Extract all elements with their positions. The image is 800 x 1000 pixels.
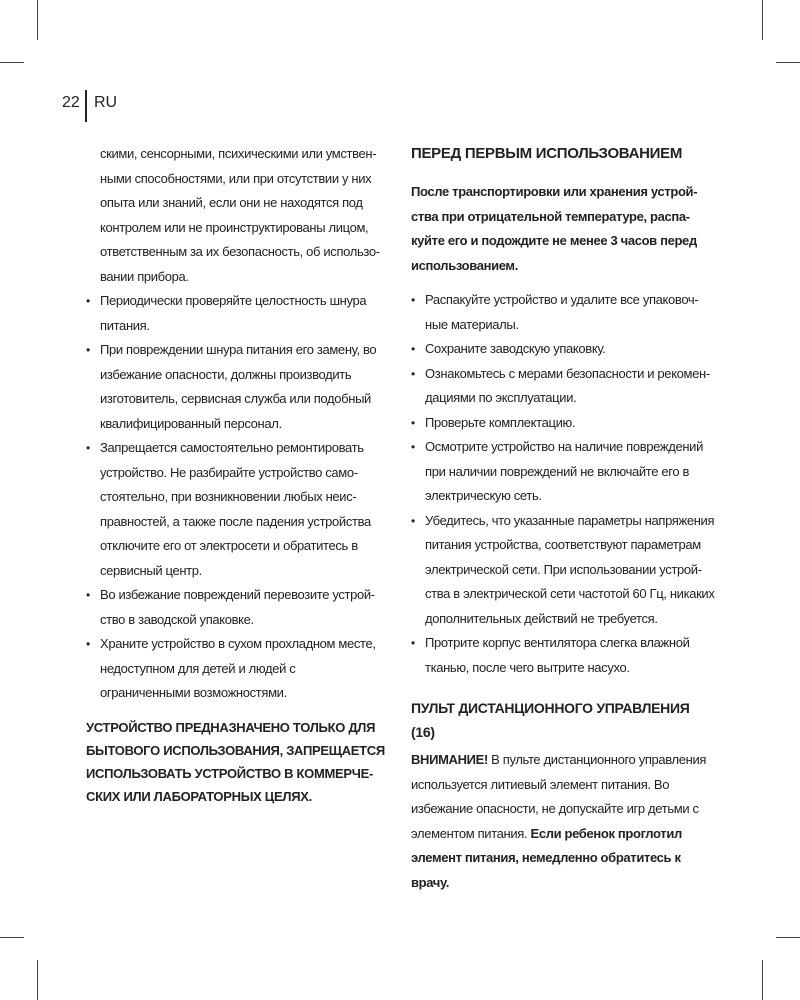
list-item: • Сохраните заводскую упаковку. [411, 337, 716, 362]
list-item: • При повреждении шнура питания его замену, во избежание опасности, должны производить изготовитель, сервисная служба или подобный квалифицированный персонал. [86, 338, 388, 436]
crop-mark [37, 960, 38, 1000]
crop-mark [776, 62, 800, 63]
remote-control-text: В пульте дистанционного управления используется литиевый элемент питания. Во избежание опасности, не допускайте игр детьми с элементом питания. [411, 752, 707, 841]
list-item: • Ознакомьтесь с мерами безопасности и рекомендациями по эксплуатации. [411, 362, 716, 411]
list-item: • Периодически проверяйте целостность шнура питания. [86, 289, 388, 338]
list-item: • Протрите корпус вентилятора слегка влажной тканью, после чего вытрите насухо. [411, 631, 716, 680]
crop-mark [762, 960, 763, 1000]
list-item: • Запрещается самостоятельно ремонтировать устройство. Не разбирайте устройство самостоятельно, при возникновении любых неисправностей, а также после падения устройства отключите его от электросети и обратитесь в сервисный центр. [86, 436, 388, 583]
list-item: • Храните устройство в сухом прохладном месте, недоступном для детей и людей с ограниченными возможностями. [86, 632, 388, 706]
list-item: • Убедитесь, что указанные параметры напряжения питания устройства, соответствуют параметрам электрической сети. При использовании устройства в электрической сети частотой 60 Гц, никаких дополнительных действий не требуется. [411, 509, 716, 632]
swallow-warning: Если ребенок проглотил элемент питания, немедленно обратитесь к врачу. [411, 825, 682, 890]
header-divider [85, 90, 87, 122]
crop-mark [762, 0, 763, 40]
page-number: 22 [62, 94, 80, 111]
list-item: • Распакуйте устройство и удалите все упаковочные материалы. [411, 288, 716, 337]
remote-control-paragraph [411, 748, 716, 895]
list-item: • Осмотрите устройство на наличие повреждений при наличии повреждений не включайте его в электрическую сеть. [411, 435, 716, 509]
section-title-remote-control: ПУЛЬТ ДИСТАНЦИОННОГО УПРАВЛЕНИЯ (16) [411, 700, 690, 740]
household-use-warning: УСТРОЙСТВО ПРЕДНАЗНАЧЕНО ТОЛЬКО ДЛЯ БЫТОВОГО ИСПОЛЬЗОВАНИЯ, ЗАПРЕЩАЕТСЯ ИСПОЛЬЗОВАТЬ УСТРОЙСТВО В КОММЕРЧЕСКИХ ИЛИ ЛАБОРАТОРНЫХ ЦЕЛЯХ. [86, 719, 385, 804]
list-item: • Проверьте комплектацию. [411, 411, 716, 436]
safety-bullet-list [86, 289, 388, 706]
right-column [411, 142, 716, 895]
crop-mark [37, 0, 38, 40]
crop-mark [776, 937, 800, 938]
crop-mark [0, 62, 24, 63]
attention-label: ВНИМАНИЕ! [411, 752, 488, 767]
crop-mark [0, 937, 24, 938]
section-title-first-use: ПЕРЕД ПЕРВЫМ ИСПОЛЬЗОВАНИЕМ [411, 145, 683, 162]
list-item: • Во избежание повреждений перевозите устройство в заводской упаковке. [86, 583, 388, 632]
first-use-bullet-list [411, 288, 716, 680]
continuation-text: скими, сенсорными, психическими или умственными способностями, или при отсутствии у них опыта или знаний, если они не находятся под контролем или не проинструктированы лицом, ответственным за их безопасность, об использовании прибора. [100, 146, 381, 284]
first-use-intro: После транспортировки или хранения устройства при отрицательной температуре, распакуйте его и подождите не менее 3 часов перед использованием. [411, 184, 698, 273]
language-label: RU [94, 94, 118, 111]
left-column [86, 142, 388, 808]
